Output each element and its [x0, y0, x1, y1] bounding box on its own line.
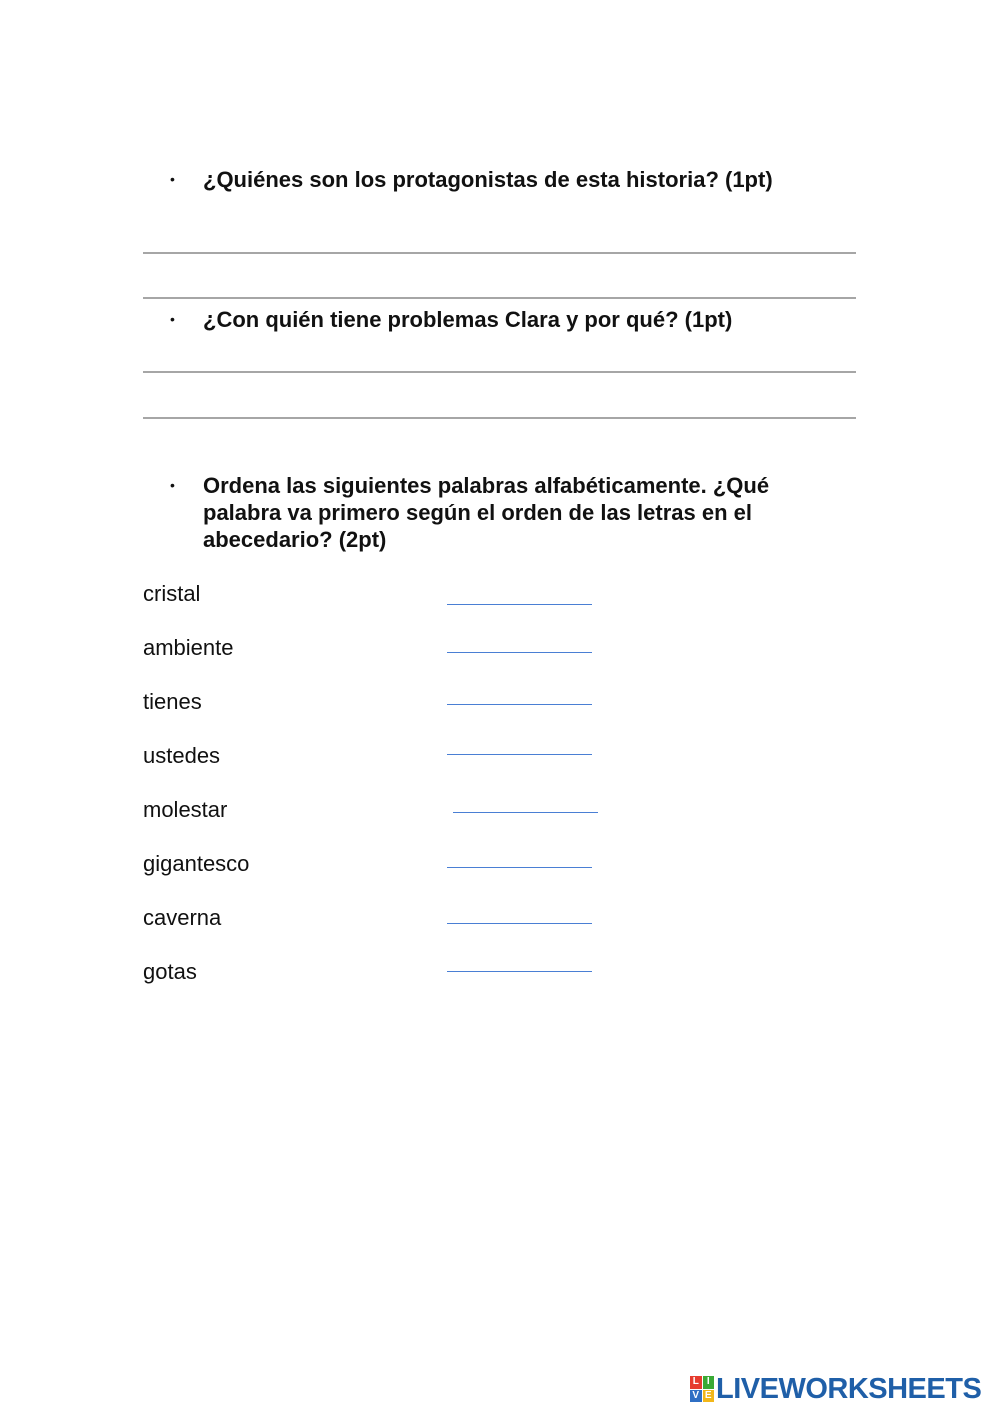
word-item: caverna	[143, 905, 222, 930]
word-answer-blank[interactable]	[447, 971, 592, 972]
question-2	[170, 306, 830, 333]
word-item: molestar	[143, 797, 228, 822]
question-1	[170, 166, 830, 193]
question-3-text: Ordena las siguientes palabras alfabéticamente. ¿Qué palabra va primero según el orden de las letras en el abecedario? (2pt)	[203, 473, 770, 552]
word-answer-blank[interactable]	[447, 652, 592, 653]
answer-line-2b[interactable]	[143, 417, 856, 419]
word-answer-blank[interactable]	[447, 754, 592, 755]
word-answer-blank[interactable]	[447, 604, 592, 605]
word-answer-blank[interactable]	[453, 812, 598, 813]
logo-letter-v: V	[690, 1390, 702, 1403]
logo-text: LIVEWORKSHEETS	[716, 1372, 982, 1405]
bullet: •	[170, 311, 175, 327]
liveworksheets-logo	[690, 1372, 981, 1406]
logo-letter-l: L	[690, 1376, 702, 1389]
answer-line-2a[interactable]	[143, 371, 856, 373]
word-item: tienes	[143, 689, 202, 714]
answer-line-1a[interactable]	[143, 252, 856, 254]
bullet: •	[170, 171, 175, 187]
word-answer-blank[interactable]	[447, 923, 592, 924]
word-answer-blank[interactable]	[447, 704, 592, 705]
answer-line-1b[interactable]	[143, 297, 856, 299]
word-item: ustedes	[143, 743, 221, 768]
word-answer-blank[interactable]	[447, 867, 592, 868]
word-item: gigantesco	[143, 851, 250, 876]
question-1-text: ¿Quiénes son los protagonistas de esta historia? (1pt)	[203, 167, 773, 192]
logo-letter-i: I	[703, 1376, 715, 1389]
live-logo-icon	[690, 1376, 714, 1402]
question-3	[170, 472, 830, 553]
bullet: •	[170, 477, 175, 493]
word-item: ambiente	[143, 635, 234, 660]
question-2-text: ¿Con quién tiene problemas Clara y por qué? (1pt)	[203, 307, 733, 332]
logo-letter-e: E	[703, 1390, 715, 1403]
word-item: cristal	[143, 581, 201, 606]
word-item: gotas	[143, 959, 197, 984]
